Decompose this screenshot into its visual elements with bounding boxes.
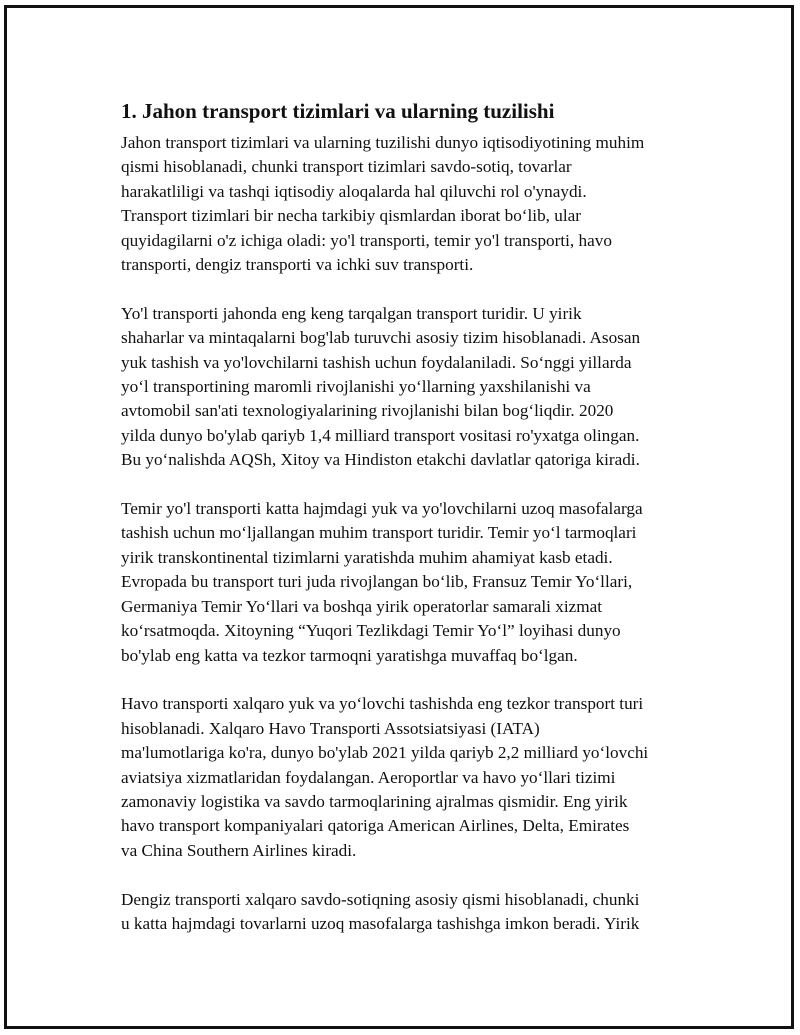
text-line: harakatliligi va tashqi iqtisodiy aloqalarda hal qiluvchi rol o'ynaydi. [121,181,587,201]
text-line: yuk tashish va yo'lovchilarni tashish uchun foydalaniladi. So‘nggi yillarda [121,352,632,372]
text-line: yo‘l transportining maromli rivojlanishi yo‘llarning yaxshilanishi va [121,377,591,397]
text-line: ma'lumotlariga ko'ra, dunyo bo'ylab 2021 yilda qariyb 2,2 milliard yo‘lovchi [121,743,649,763]
text-line: Germaniya Temir Yo‘llari va boshqa yirik operatorlar samarali xizmat [121,596,603,616]
paragraph [121,131,696,277]
text-line: Temir yo'l transporti katta hajmdagi yuk va yo'lovchilarni uzoq masofalarga [121,499,643,519]
text-line: Yo'l transporti jahonda eng keng tarqalgan transport turidir. U yirik [121,303,582,323]
document-page [4,5,794,1029]
text-line: hisoblanadi. Xalqaro Havo Transporti Assotsiatsiyasi (IATA) [121,718,540,738]
text-line: transporti, dengiz transporti va ichki suv transporti. [121,255,474,275]
paragraph [121,888,696,937]
text-line: zamonaviy logistika va savdo tarmoqlarining ajralmas qismidir. Eng yirik [121,791,628,811]
text-line: avtomobil san'ati texnologiyalarining rivojlanishi bilan bog‘liqdir. 2020 [121,401,614,421]
text-line: ko‘rsatmoqda. Xitoyning “Yuqori Tezlikdagi Temir Yo‘l” loyihasi dunyo [121,621,621,641]
text-line: qismi hisoblanadi, chunki transport tizimlari savdo-sotiq, tovarlar [121,157,572,177]
text-line: Dengiz transporti xalqaro savdo-sotiqning asosiy qismi hisoblanadi, chunki [121,889,640,909]
text-line: yirik transkontinental tizimlarni yaratishda muhim ahamiyat kasb etadi. [121,547,613,567]
text-line: bo'ylab eng katta va tezkor tarmoqni yaratishga muvaffaq bo‘lgan. [121,645,578,665]
text-line: Havo transporti xalqaro yuk va yo‘lovchi tashishda eng tezkor transport turi [121,694,644,714]
text-line: va China Southern Airlines kiradi. [121,840,357,860]
text-line: Jahon transport tizimlari va ularning tuzilishi dunyo iqtisodiyotining muhim [121,133,645,152]
section-heading: 1. Jahon transport tizimlari va ularning tuzilishi [121,99,555,123]
text-line: Bu yo‘nalishda AQSh, Xitoy va Hindiston etakchi davlatlar qatoriga kiradi. [121,450,640,470]
paragraph [121,302,696,473]
text-line: yilda dunyo bo'ylab qariyb 1,4 milliard transport vositasi ro'yxatga olingan. [121,425,640,445]
text-line: Evropada bu transport turi juda rivojlangan bo‘lib, Fransuz Temir Yo‘llari, [121,572,633,592]
text-line: aviatsiya xizmatlaridan foydalangan. Aeroportlar va havo yo‘llari tizimi [121,767,616,787]
text-line: u katta hajmdagi tovarlarni uzoq masofalarga tashishga imkon beradi. Yirik [121,913,640,933]
text-line: havo transport kompaniyalari qatoriga American Airlines, Delta, Emirates [121,816,630,836]
paragraph [121,692,696,863]
text-line: tashish uchun mo‘ljallangan muhim transport turidir. Temir yo‘l tarmoqlari [121,523,637,543]
text-line: Transport tizimlari bir necha tarkibiy qismlardan iborat bo‘lib, ular [121,206,581,226]
text-line: quyidagilarni o'z ichiga oladi: yo'l transporti, temir yo'l transporti, havo [121,230,612,250]
text-line: shaharlar va mintaqalarni bog'lab turuvchi asosiy tizim hisoblanadi. Asosan [121,328,641,348]
paragraph [121,497,696,668]
document-content [121,96,696,961]
